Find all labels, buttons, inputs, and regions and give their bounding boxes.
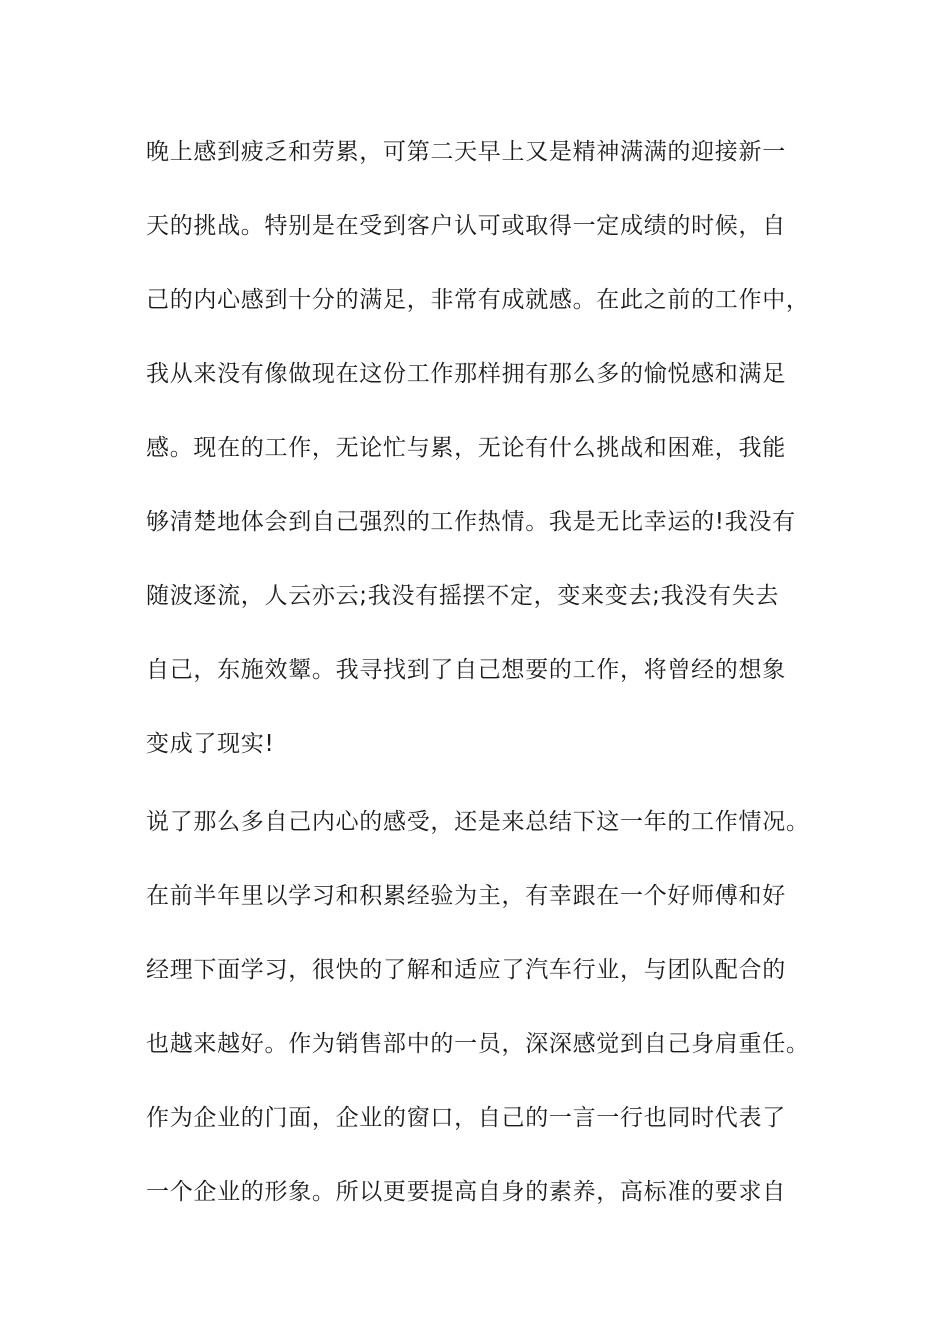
text-line-8: 自己，东施效颦。我寻找到了自己想要的工作，将曾经的想象 xyxy=(146,657,786,683)
text-line-5: 感。现在的工作，无论忙与累，无论有什么挑战和困难，我能 xyxy=(146,435,786,461)
text-line-1: 晚上感到疲乏和劳累，可第二天早上又是精神满满的迎接新一 xyxy=(146,139,786,165)
text-line-14: 作为企业的门面，企业的窗口，自己的一言一行也同时代表了 xyxy=(146,1105,786,1131)
text-line-11: 在前半年里以学习和积累经验为主，有幸跟在一个好师傅和好 xyxy=(146,883,786,909)
text-line-15: 一个企业的形象。所以更要提高自身的素养，高标准的要求自 xyxy=(146,1179,786,1205)
text-line-7: 随波逐流，人云亦云;我没有摇摆不定，变来变去;我没有失去 xyxy=(146,583,780,609)
text-line-9: 变成了现实! xyxy=(146,731,275,757)
text-line-12: 经理下面学习，很快的了解和适应了汽车行业，与团队配合的 xyxy=(146,957,786,983)
text-line-13: 也越来越好。作为销售部中的一员，深深感觉到自己身肩重任。 xyxy=(146,1031,810,1057)
text-line-3: 己的内心感到十分的满足，非常有成就感。在此之前的工作中， xyxy=(146,287,810,313)
text-line-2: 天的挑战。特别是在受到客户认可或取得一定成绩的时候，自 xyxy=(146,213,786,239)
text-line-4: 我从来没有像做现在这份工作那样拥有那么多的愉悦感和满足 xyxy=(146,361,786,387)
text-line-6: 够清楚地体会到自己强烈的工作热情。我是无比幸运的!我没有 xyxy=(146,509,796,535)
text-line-10: 说了那么多自己内心的感受，还是来总结下这一年的工作情况。 xyxy=(146,809,810,835)
